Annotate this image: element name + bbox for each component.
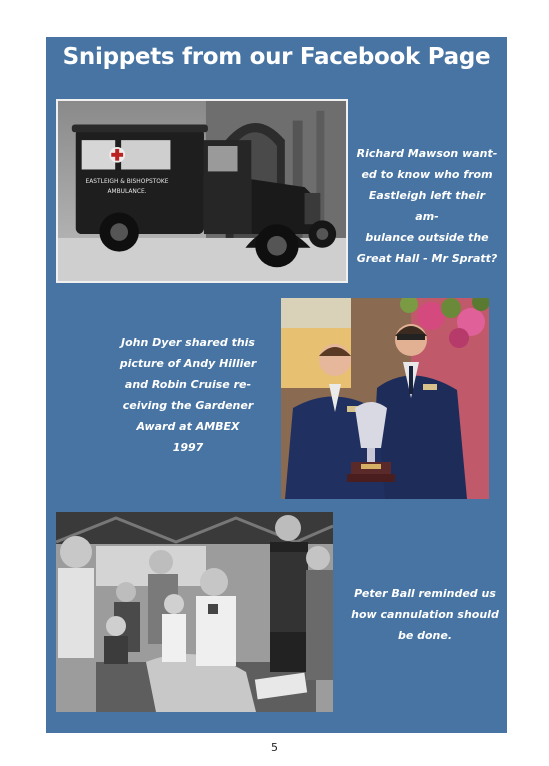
award-photo — [281, 298, 489, 499]
ambulance-caption — [356, 143, 498, 269]
caption-line: bulance outside the — [365, 231, 489, 244]
award-caption — [117, 332, 259, 458]
page-title: Snippets from our Facebook Page — [62, 44, 491, 70]
caption-line: be done. — [397, 629, 453, 642]
cannulation-caption — [340, 583, 510, 646]
caption-line: ceiving the Gardener — [122, 399, 254, 412]
caption-line: John Dyer shared this — [121, 336, 255, 349]
ambulance-lettering-line-2: AMBULANCE. — [107, 188, 147, 195]
caption-line: how cannulation should — [351, 608, 499, 621]
caption-line: ed to know who from — [361, 168, 493, 181]
caption-line: Eastleigh left their am- — [368, 189, 486, 223]
ambulance-lettering-line-1: EASTLEIGH & BISHOPSTOKE — [85, 179, 169, 186]
ambulance-photo — [56, 99, 348, 283]
page-number: 5 — [271, 741, 278, 754]
caption-line: and Robin Cruise re- — [124, 378, 252, 391]
caption-line: Peter Ball reminded us — [354, 587, 496, 600]
cannulation-photo — [56, 512, 333, 712]
caption-line: 1997 — [172, 441, 204, 454]
caption-line: picture of Andy Hillier — [119, 357, 257, 370]
caption-line: Great Hall - Mr Spratt? — [356, 252, 498, 265]
caption-line: Richard Mawson want- — [356, 147, 498, 160]
caption-line: Award at AMBEX — [136, 420, 240, 433]
